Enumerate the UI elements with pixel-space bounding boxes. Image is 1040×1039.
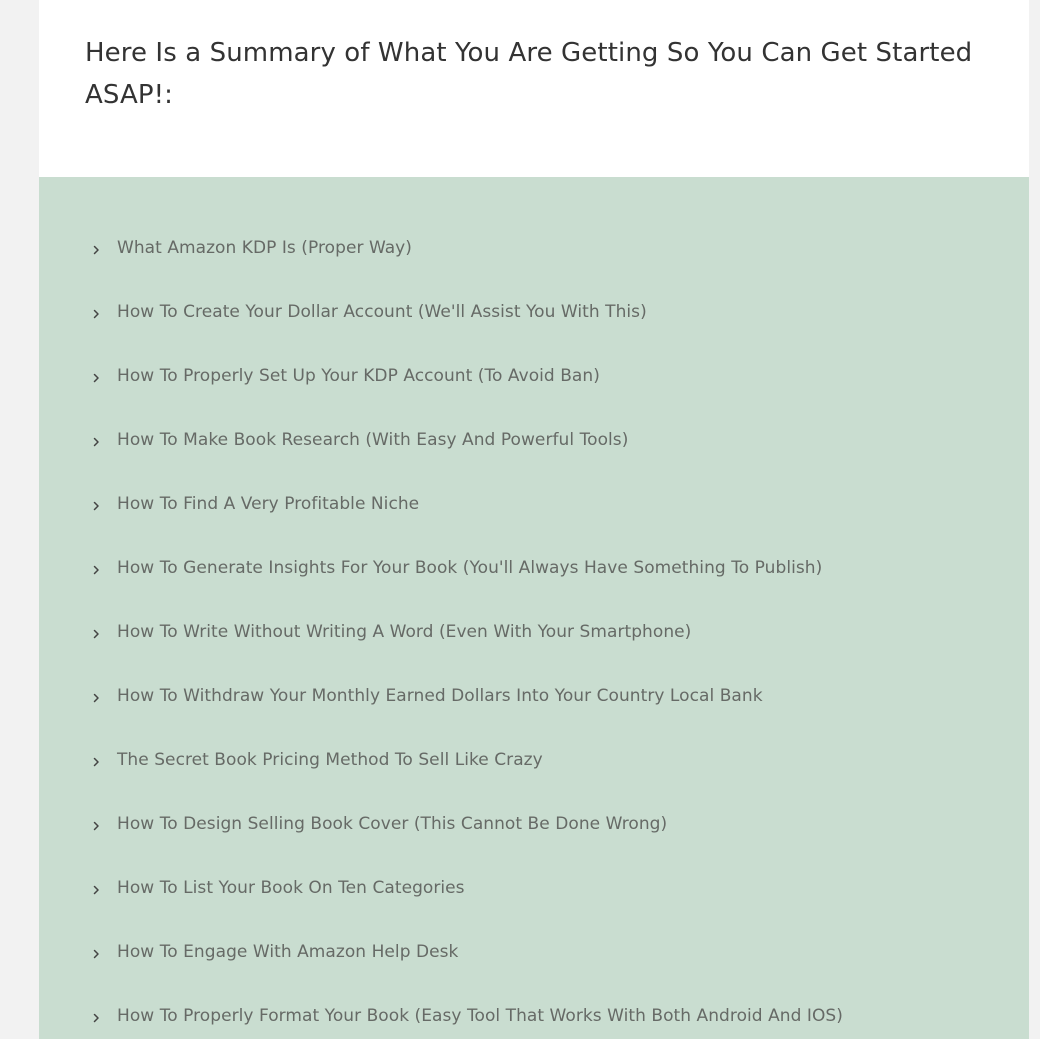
list-item (93, 728, 1009, 792)
chevron-right-icon (93, 370, 117, 383)
list-item (93, 472, 1009, 536)
features-panel (39, 177, 1029, 1039)
chevron-right-icon (93, 498, 117, 511)
list-item-text: How To Find A Very Profitable Niche (117, 494, 420, 514)
list-item (93, 984, 1009, 1039)
list-item-text: How To Properly Set Up Your KDP Account (To Avoid Ban) (117, 366, 600, 386)
chevron-right-icon (93, 946, 117, 959)
chevron-right-icon (93, 434, 117, 447)
list-item (93, 344, 1009, 408)
list-item (93, 600, 1009, 664)
summary-card (39, 0, 1029, 1039)
list-item (93, 216, 1009, 280)
list-item-text: How To Properly Format Your Book (Easy Tool That Works With Both Android And IOS) (117, 1006, 843, 1026)
chevron-right-icon (93, 306, 117, 319)
chevron-right-icon (93, 626, 117, 639)
list-item-text: How To List Your Book On Ten Categories (117, 878, 465, 898)
list-item (93, 792, 1009, 856)
list-item (93, 856, 1009, 920)
chevron-right-icon (93, 690, 117, 703)
feature-list (93, 216, 1009, 1039)
chevron-right-icon (93, 242, 117, 255)
list-item-text: The Secret Book Pricing Method To Sell Like Crazy (117, 750, 543, 770)
chevron-right-icon (93, 562, 117, 575)
list-item-text: How To Generate Insights For Your Book (You'll Always Have Something To Publish) (117, 558, 823, 578)
chevron-right-icon (93, 818, 117, 831)
list-item-text: How To Engage With Amazon Help Desk (117, 942, 459, 962)
chevron-right-icon (93, 882, 117, 895)
list-item-text: How To Design Selling Book Cover (This Cannot Be Done Wrong) (117, 814, 668, 834)
list-item (93, 664, 1009, 728)
list-item-text: How To Write Without Writing A Word (Even With Your Smartphone) (117, 622, 692, 642)
chevron-right-icon (93, 754, 117, 767)
page-title: Here Is a Summary of What You Are Getting So You Can Get Started ASAP!: (85, 38, 973, 110)
list-item-text: How To Withdraw Your Monthly Earned Dollars Into Your Country Local Bank (117, 686, 763, 706)
list-item-text: How To Create Your Dollar Account (We'll Assist You With This) (117, 302, 647, 322)
list-item (93, 408, 1009, 472)
list-item (93, 920, 1009, 984)
list-item-text: How To Make Book Research (With Easy And Powerful Tools) (117, 430, 629, 450)
list-item (93, 536, 1009, 600)
chevron-right-icon (93, 1010, 117, 1023)
summary-header (39, 0, 1029, 177)
list-item-text: What Amazon KDP Is (Proper Way) (117, 238, 412, 258)
list-item (93, 280, 1009, 344)
